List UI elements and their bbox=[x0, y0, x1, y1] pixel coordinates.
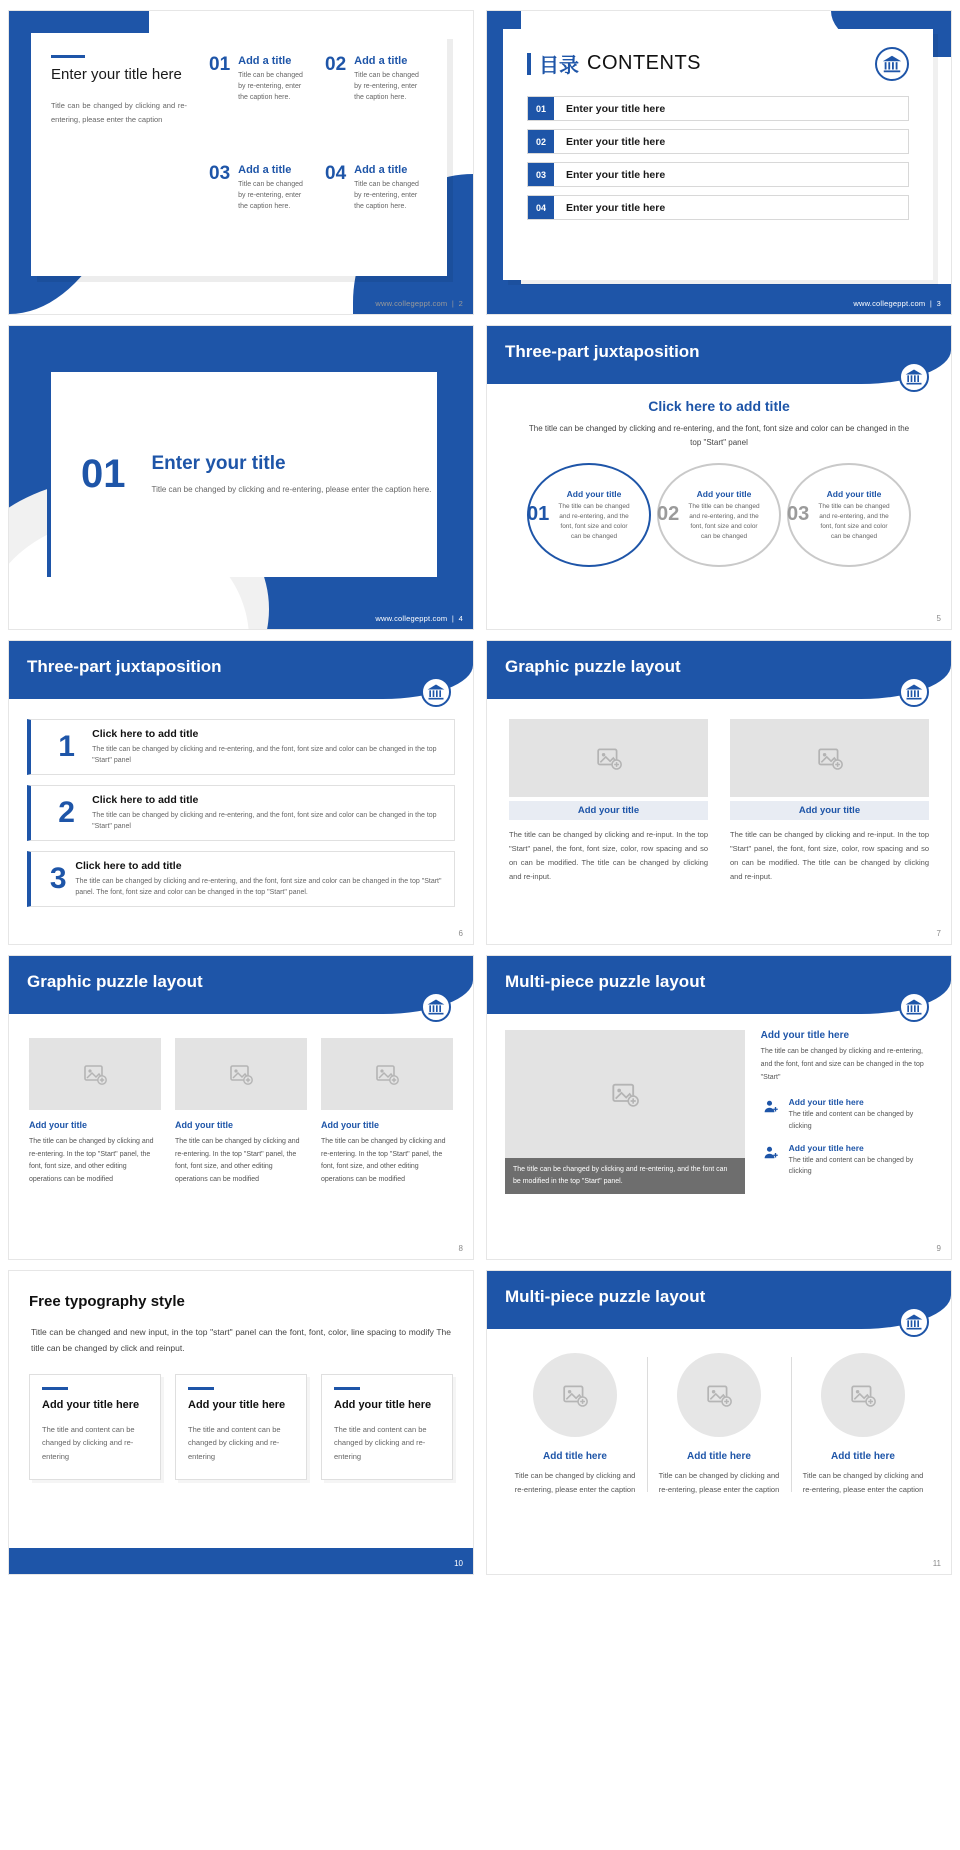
item-title: Add a title bbox=[354, 163, 408, 176]
list-item[interactable] bbox=[761, 1097, 933, 1133]
slide-footer: www.collegeppt.com | 4 bbox=[375, 614, 463, 623]
image-placeholder-icon[interactable] bbox=[175, 1038, 307, 1110]
section-title: Enter your title bbox=[151, 452, 286, 474]
card-desc: The title can be changed by clicking and re-entering. In the top "Start" panel, the font, font size, and other editing operations can be modified bbox=[29, 1138, 154, 1183]
item-desc: The title and content can be changed by clicking bbox=[788, 1156, 914, 1176]
column-item[interactable] bbox=[503, 1353, 647, 1498]
item-number: 02 bbox=[325, 54, 347, 75]
slide-header-title: Multi-piece puzzle layout bbox=[505, 972, 706, 991]
page-number: 8 bbox=[458, 1244, 463, 1253]
item-desc: Title can be changed by re-entering, enter the caption here. bbox=[354, 180, 419, 210]
circle-desc: The title can be changed and re-entering, and the font, font size and color can be changed bbox=[818, 502, 890, 540]
item-number: 2 bbox=[58, 796, 75, 829]
card[interactable] bbox=[509, 719, 708, 884]
card-desc: The title and content can be changed by clicking and re-entering bbox=[188, 1424, 281, 1461]
page-number: 5 bbox=[936, 614, 941, 623]
slide-10-free-typography[interactable] bbox=[8, 1270, 474, 1575]
card-desc: The title can be changed by clicking and re-entering. In the top "Start" panel, the font, font size, and other editing operations can be modified bbox=[175, 1138, 300, 1183]
page-number: 6 bbox=[458, 929, 463, 938]
page-number: 9 bbox=[936, 1244, 941, 1253]
circle-group bbox=[487, 463, 951, 567]
row-label: Enter your title here bbox=[566, 168, 666, 181]
card-title: Add your title bbox=[175, 1120, 233, 1130]
subtitle-desc: The title can be changed by clicking and re-entering, and the font, font size and color can be changed in the top "Start" panel bbox=[528, 424, 910, 447]
slide-8-graphic-puzzle[interactable] bbox=[8, 955, 474, 1260]
contents-row[interactable] bbox=[527, 129, 909, 154]
subtitle-block bbox=[487, 398, 951, 449]
slide-4-section-divider[interactable] bbox=[8, 325, 474, 630]
accent-rule bbox=[51, 55, 85, 58]
row-label: Enter your title here bbox=[566, 135, 666, 148]
section-card bbox=[51, 372, 437, 577]
image-placeholder-icon[interactable] bbox=[821, 1353, 905, 1437]
university-emblem-icon bbox=[899, 677, 929, 707]
column-title: Add title here bbox=[687, 1451, 751, 1462]
contents-row[interactable] bbox=[527, 195, 909, 220]
circle-number: 03 bbox=[787, 503, 810, 526]
item-number: 1 bbox=[58, 730, 75, 763]
item-title: Click here to add title bbox=[92, 793, 199, 806]
circle-desc: The title can be changed and re-entering, and the font, font size and color can be changed bbox=[558, 502, 630, 540]
university-emblem-icon bbox=[899, 992, 929, 1022]
card[interactable] bbox=[29, 1374, 161, 1480]
page-number: 11 bbox=[932, 1559, 941, 1568]
row-number: 04 bbox=[528, 196, 554, 219]
column-item[interactable] bbox=[791, 1353, 935, 1498]
card-title: Add your title here bbox=[334, 1399, 432, 1412]
item-number: 01 bbox=[209, 54, 231, 75]
image-placeholder-icon[interactable] bbox=[533, 1353, 617, 1437]
page-description: Title can be changed by clicking and re-entering, please enter the caption bbox=[51, 100, 187, 124]
contents-card bbox=[503, 29, 933, 280]
row-number: 03 bbox=[528, 163, 554, 186]
slide-11-multi-piece[interactable] bbox=[486, 1270, 952, 1575]
item-title: Add your title here bbox=[788, 1096, 864, 1107]
contents-title-en: CONTENTS bbox=[587, 52, 701, 74]
column-desc: Title can be changed by clicking and re-entering, please enter the caption bbox=[658, 1471, 780, 1495]
column-desc: Title can be changed by clicking and re-entering, please enter the caption bbox=[514, 1471, 636, 1495]
circle-number: 01 bbox=[527, 503, 550, 526]
card[interactable] bbox=[321, 1374, 453, 1480]
image-placeholder-icon[interactable] bbox=[29, 1038, 161, 1110]
item-number: 04 bbox=[325, 162, 347, 184]
item-number: 3 bbox=[49, 862, 67, 895]
image-placeholder-icon[interactable] bbox=[321, 1038, 453, 1110]
page-number: 10 bbox=[454, 1559, 463, 1568]
slide-7-graphic-puzzle[interactable] bbox=[486, 640, 952, 945]
card[interactable] bbox=[175, 1374, 307, 1480]
card-desc: The title can be changed by clicking and re-entering. In the top "Start" panel, the font, font size, and other editing operations can be modified bbox=[321, 1138, 446, 1183]
intro-text: Title can be changed and new input, in the top "start" panel can the font, font, color, line spacing to modify The title can be changed by click and reinput. bbox=[31, 1327, 451, 1354]
slide-2-card bbox=[31, 33, 447, 276]
list-item[interactable] bbox=[209, 55, 311, 146]
card-title: Add your title bbox=[321, 1120, 379, 1130]
university-emblem-icon bbox=[899, 1307, 929, 1337]
item-title: Add a title bbox=[238, 55, 292, 67]
card-title: Add your title bbox=[29, 1120, 87, 1130]
card-desc: The title can be changed by clicking and re-input. In the top "Start" panel, the font, font size, color, row spacing and so on can be modified. The title can be changed by clicking and re-input. bbox=[509, 830, 708, 881]
card-desc: The title can be changed by clicking and re-input. In the top "Start" panel, the font, font size, color, row spacing and so on can be modified. The title can be changed by clicking and re-input. bbox=[730, 830, 929, 881]
circle-item[interactable] bbox=[657, 463, 781, 567]
list-item[interactable] bbox=[27, 851, 455, 907]
card-title: Add your title here bbox=[188, 1399, 286, 1412]
slide-header-title: Three-part juxtaposition bbox=[27, 657, 222, 676]
list-item[interactable] bbox=[27, 785, 455, 841]
slide-5-three-part[interactable] bbox=[486, 325, 952, 630]
side-title: Add your title here bbox=[760, 1030, 850, 1041]
circle-title: Add your title bbox=[826, 488, 882, 499]
page-title: Enter your title here bbox=[51, 66, 182, 83]
slide-footer: www.collegeppt.com | 3 bbox=[853, 299, 941, 308]
circle-item[interactable] bbox=[527, 463, 651, 567]
accent-rule bbox=[42, 1387, 68, 1390]
circle-title: Add your title bbox=[566, 488, 622, 499]
university-emblem-icon bbox=[899, 362, 929, 392]
slide-2-items bbox=[201, 55, 427, 254]
university-emblem-icon bbox=[421, 677, 451, 707]
slide-header-title: Graphic puzzle layout bbox=[505, 657, 681, 676]
circle-desc: The title can be changed and re-entering, and the font, font size and color can be changed bbox=[688, 502, 760, 540]
image-placeholder-icon[interactable] bbox=[730, 719, 929, 797]
image-placeholder-icon[interactable] bbox=[677, 1353, 761, 1437]
subtitle: Click here to add title bbox=[648, 398, 790, 414]
slide-2[interactable] bbox=[8, 10, 474, 315]
row-number: 01 bbox=[528, 97, 554, 120]
circle-number: 02 bbox=[657, 503, 680, 526]
list-item[interactable] bbox=[27, 719, 455, 775]
circle-item[interactable] bbox=[787, 463, 911, 567]
image-placeholder-icon[interactable] bbox=[505, 1030, 745, 1158]
contents-row[interactable] bbox=[527, 96, 909, 121]
numbered-list bbox=[27, 719, 455, 907]
university-emblem-icon bbox=[421, 992, 451, 1022]
item-desc: Title can be changed by re-entering, enter the caption here. bbox=[238, 72, 303, 102]
circle-title: Add your title bbox=[696, 488, 752, 499]
university-emblem-icon bbox=[875, 47, 909, 81]
item-title: Add a title bbox=[354, 55, 408, 67]
column-title: Add title here bbox=[543, 1451, 607, 1462]
slide-footer: www.collegeppt.com | 2 bbox=[375, 299, 463, 308]
list-item[interactable] bbox=[325, 55, 427, 146]
image-caption: The title can be changed by clicking and re-entering, and the font can be modified in the top "Start" panel. bbox=[505, 1158, 745, 1194]
item-title: Add your title here bbox=[788, 1142, 864, 1153]
decoration-bottom-blue bbox=[9, 1548, 473, 1574]
card-desc: The title and content can be changed by clicking and re-entering bbox=[42, 1424, 135, 1461]
contents-title-cn: 目录 bbox=[539, 55, 579, 77]
row-label: Enter your title here bbox=[566, 201, 666, 214]
list-item[interactable] bbox=[209, 164, 311, 255]
row-label: Enter your title here bbox=[566, 102, 666, 115]
column-item[interactable] bbox=[647, 1353, 791, 1498]
slide-header-title: Multi-piece puzzle layout bbox=[505, 1287, 706, 1306]
card-desc: The title and content can be changed by clicking and re-entering bbox=[334, 1424, 427, 1461]
item-desc: The title and content can be changed by clicking bbox=[788, 1110, 914, 1130]
row-number: 02 bbox=[528, 130, 554, 153]
item-desc: Title can be changed by re-entering, enter the caption here. bbox=[238, 180, 303, 210]
list-item[interactable] bbox=[325, 164, 427, 255]
person-add-icon bbox=[761, 1143, 781, 1163]
slide-9-multi-piece[interactable] bbox=[486, 955, 952, 1260]
contents-title-row bbox=[527, 49, 909, 78]
card[interactable] bbox=[29, 1038, 161, 1186]
slide-2-intro bbox=[51, 55, 201, 254]
card[interactable] bbox=[175, 1038, 307, 1186]
card[interactable] bbox=[321, 1038, 453, 1186]
item-desc: The title can be changed by clicking and re-entering, and the font, font size and color can be changed in the top "Start" panel. The font, font size and color can be changed in the top "Start" panel. bbox=[75, 877, 442, 896]
accent-rule bbox=[334, 1387, 360, 1390]
image-placeholder-icon[interactable] bbox=[509, 719, 708, 797]
column-desc: Title can be changed by clicking and re-entering, please enter the caption bbox=[802, 1471, 924, 1495]
slide-6-three-part-list[interactable] bbox=[8, 640, 474, 945]
list-item[interactable] bbox=[761, 1143, 933, 1179]
side-panel bbox=[761, 1030, 933, 1194]
item-title: Click here to add title bbox=[75, 859, 182, 872]
page-number: 7 bbox=[936, 929, 941, 938]
item-desc: The title can be changed by clicking and re-entering, and the font, font size and color can be changed in the top "Start" panel bbox=[92, 811, 437, 830]
image-block[interactable] bbox=[505, 1030, 745, 1194]
item-number: 03 bbox=[209, 162, 231, 184]
slide-header-title: Free typography style bbox=[29, 1293, 185, 1310]
side-desc: The title can be changed by clicking and re-entering, and the font, font and size can be changed in the top "Start" bbox=[760, 1048, 924, 1081]
item-desc: Title can be changed by re-entering, enter the caption here. bbox=[354, 72, 419, 102]
card-group bbox=[9, 1356, 473, 1480]
item-title: Add a title bbox=[238, 163, 292, 176]
card-title: Add your title here bbox=[42, 1399, 140, 1412]
card-caption: Add your title bbox=[509, 801, 708, 820]
item-title: Click here to add title bbox=[92, 727, 199, 740]
section-number: 01 bbox=[81, 452, 126, 496]
accent-rule bbox=[188, 1387, 214, 1390]
person-add-icon bbox=[761, 1097, 781, 1117]
slide-header-title: Graphic puzzle layout bbox=[27, 972, 203, 991]
column-title: Add title here bbox=[831, 1451, 895, 1462]
contents-row[interactable] bbox=[527, 162, 909, 187]
section-desc: Title can be changed by clicking and re-entering, please enter the caption here. bbox=[151, 484, 432, 494]
card-caption: Add your title bbox=[730, 801, 929, 820]
slide-3-contents[interactable] bbox=[486, 10, 952, 315]
accent-bar bbox=[527, 53, 531, 75]
item-desc: The title can be changed by clicking and re-entering, and the font, font size and color can be changed in the top "Start" panel bbox=[92, 745, 437, 764]
card[interactable] bbox=[730, 719, 929, 884]
slide-header-title: Three-part juxtaposition bbox=[505, 342, 700, 361]
